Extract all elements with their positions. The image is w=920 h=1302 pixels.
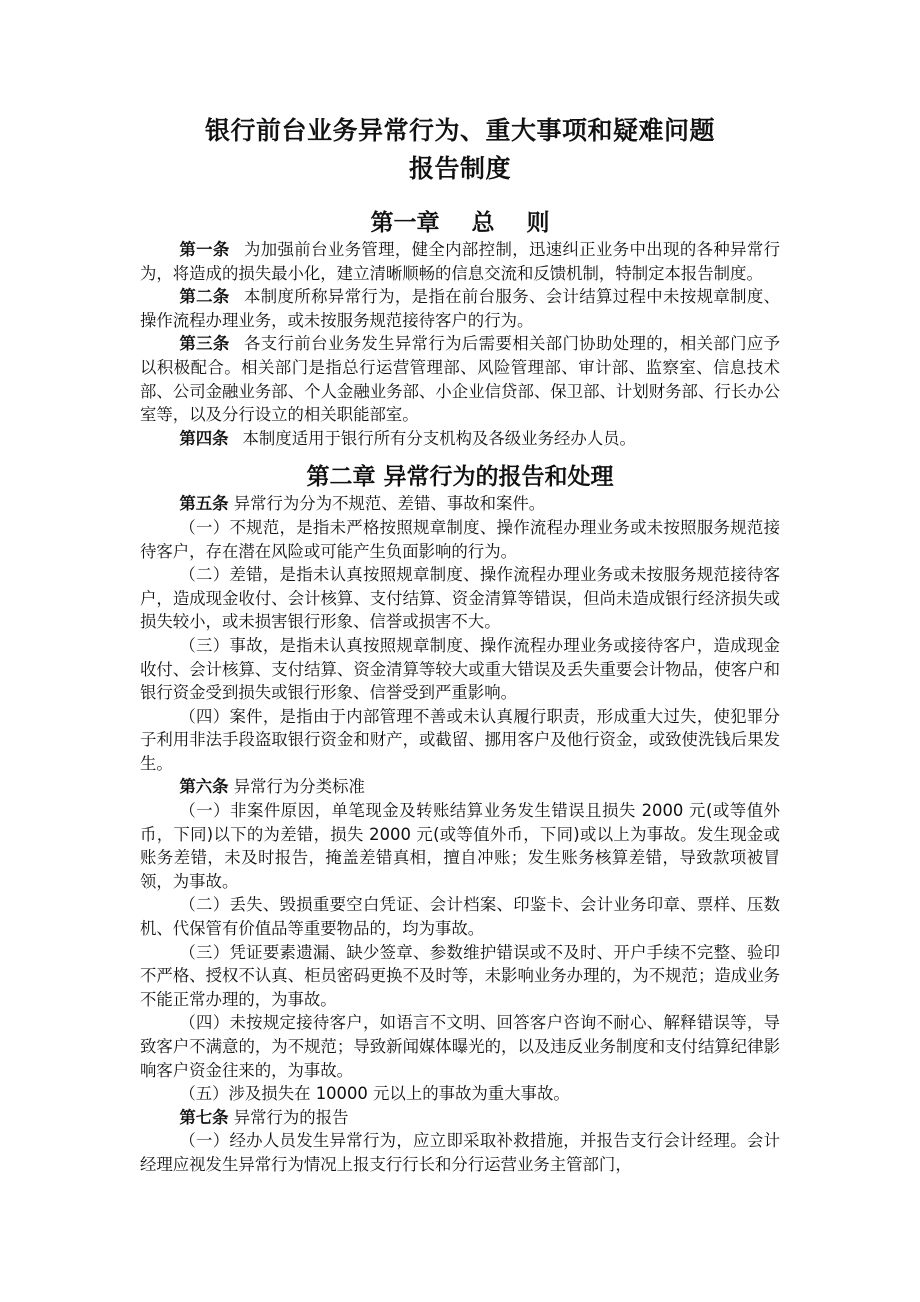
article-text: 为加强前台业务管理，健全内部控制，迅速纠正业务中出现的各种异常行为，将造成的损失最小化，建立清晰顺畅的信息交流和反馈机制，特制定本报告制度。 bbox=[140, 240, 781, 283]
article-7-item-1: （一）经办人员发生异常行为，应立即采取补救措施，并报告支行会计经理。会计经理应视发生异常行为情况上报支行行长和分行运营业务主管部门， bbox=[140, 1131, 780, 1174]
document-title-line1: 银行前台业务异常行为、重大事项和疑难问题 bbox=[204, 116, 715, 145]
article-label: 第二条 bbox=[179, 287, 230, 307]
article-label: 第六条 bbox=[179, 777, 229, 797]
article-6 bbox=[140, 775, 780, 799]
article-5-item-3: （三）事故，是指未认真按照规章制度、操作流程办理业务或接待客户，造成现金收付、会计核算、支付结算、资金清算等较大或重大错误及丢失重要会计物品，使客户和银行资金受到损失或银行形象、信誉受到严重影响。 bbox=[140, 635, 780, 703]
article-label: 第四条 bbox=[179, 428, 229, 448]
article-text: 本制度适用于银行所有分支机构及各级业务经办人员。 bbox=[242, 428, 636, 448]
article-6-item-4: （四）未按规定接待客户，如语言不文明、回答客户咨询不耐心、解释错误等，导致客户不满意的，为不规范；导致新闻媒体曝光的，以及违反业务制度和支付结算纪律影响客户资金往来的，为事故。 bbox=[140, 1013, 780, 1080]
article-text: 本制度所称异常行为，是指在前台服务、会计结算过程中未按规章制度、操作流程办理业务，或未按服务规范接待客户的行为。 bbox=[140, 287, 781, 330]
article-7 bbox=[140, 1106, 780, 1130]
article-text: 异常行为分类标准 bbox=[233, 777, 365, 797]
article-6-item-1: （一）非案件原因，单笔现金及转账结算业务发生错误且损失 2000 元(或等值外币，下同)以下的为差错，损失 2000 元(或等值外币，下同)或以上为事故。发生现金或账务差错，未及时报告，掩盖差错真相，擅自冲账；发生账务核算差错，导致款项被冒领，为事故。 bbox=[140, 801, 780, 891]
article-5-item-4: （四）案件，是指由于内部管理不善或未认真履行职责，形成重大过失，使犯罪分子利用非法手段盗取银行资金和财产，或截留、挪用客户及他行资金，或致使洗钱后果发生。 bbox=[140, 706, 780, 773]
article-text: 各支行前台业务发生异常行为后需要相关部门协助处理的，相关部门应予以积极配合。相关部门是指总行运营管理部、风险管理部、审计部、监察室、信息技术部、公司金融业务部、个人金融业务部、小企业信贷部、保卫部、计划财务部、行长办公室等，以及分行设立的相关职能部室。 bbox=[140, 334, 781, 425]
article-6-item-2: （二）丢失、毁损重要空白凭证、会计档案、印鉴卡、会计业务印章、票样、压数机、代保管有价值品等重要物品的，均为事故。 bbox=[140, 895, 780, 939]
article-6-item-5: （五）涉及损失在 10000 元以上的事故为重大事故。 bbox=[179, 1084, 570, 1104]
document-title-line2: 报告制度 bbox=[408, 154, 511, 183]
chapter-1-heading: 第一章 总 则 bbox=[370, 210, 550, 236]
article-6-item-3: （三）凭证要素遗漏、缺少签章、参数维护错误或不及时、开户手续不完整、验印不严格、授权不认真、柜员密码更换不及时等，未影响业务办理的，为不规范；造成业务不能正常办理的，为事故。 bbox=[140, 942, 780, 1009]
chapter-2-heading: 第二章 异常行为的报告和处理 bbox=[306, 464, 614, 491]
article-5-item-1: （一）不规范，是指未严格按照规章制度、操作流程办理业务或未按照服务规范接待客户，存在潜在风险或可能产生负面影响的行为。 bbox=[140, 517, 780, 561]
article-label: 第一条 bbox=[179, 240, 230, 259]
document-body bbox=[140, 112, 780, 1177]
article-1 bbox=[140, 238, 780, 285]
article-text: 异常行为的报告 bbox=[233, 1107, 349, 1127]
article-5 bbox=[140, 492, 780, 516]
article-label: 第七条 bbox=[179, 1107, 229, 1127]
article-3 bbox=[140, 332, 780, 426]
article-4 bbox=[140, 427, 780, 451]
article-label: 第五条 bbox=[179, 494, 229, 514]
article-2 bbox=[140, 285, 780, 332]
article-5-item-2: （二）差错，是指未认真按照规章制度、操作流程办理业务或未按服务规范接待客户，造成现金收付、会计核算、支付结算、资金清算等错误，但尚未造成银行经济损失或损失较小，或未损害银行形象、信誉或损害不大。 bbox=[140, 565, 780, 632]
article-text: 异常行为分为不规范、差错、事故和案件。 bbox=[233, 494, 546, 514]
article-label: 第三条 bbox=[179, 334, 230, 354]
